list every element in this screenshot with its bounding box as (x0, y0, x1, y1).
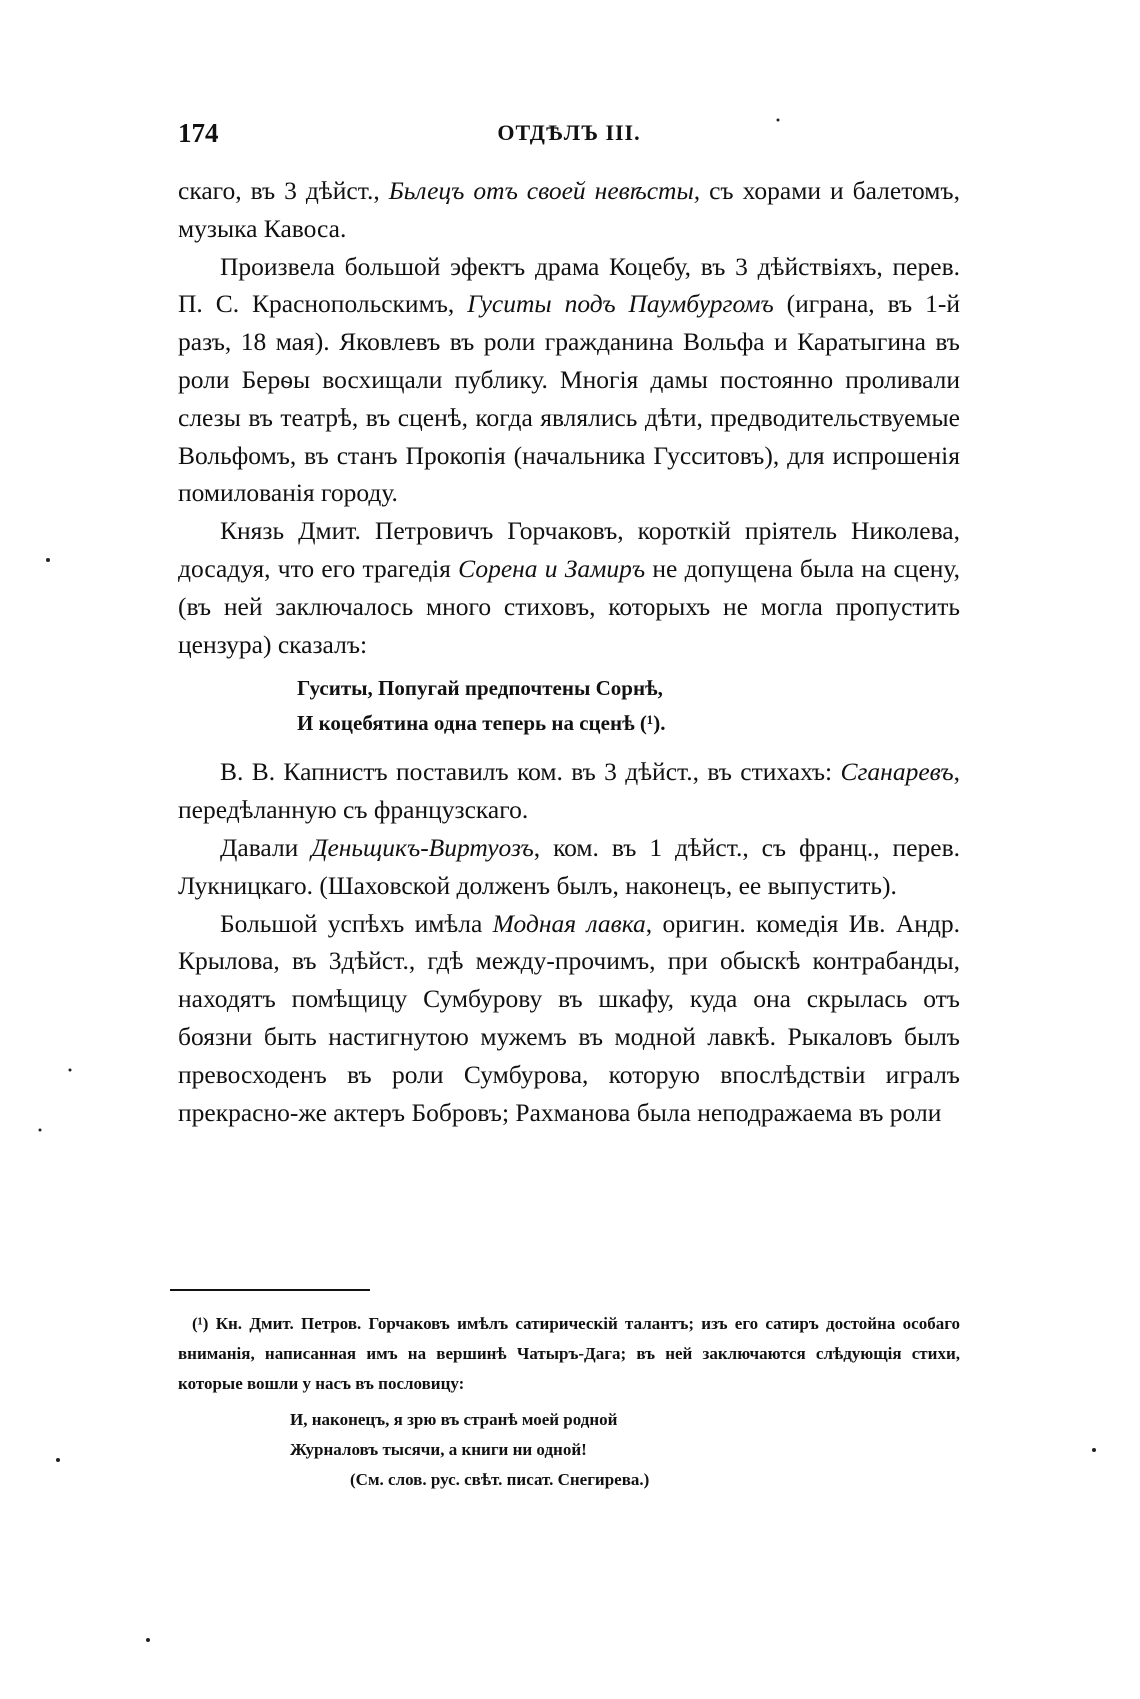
paragraph-5 (178, 829, 960, 905)
text-run: , ком. въ 1 дѣйст., съ франц., перев. Лукницкаго. (Шаховской долженъ былъ, наконецъ, ее выпустить). (178, 832, 960, 900)
paragraph-1 (178, 172, 960, 248)
text-run: Давали (220, 832, 312, 862)
running-head: ОТДѢЛЪ III. (497, 120, 641, 145)
paragraph-6 (178, 905, 960, 1132)
epigram-verse (178, 671, 960, 741)
text-run: Произвела большой эфектъ драма Коцебу, въ 3 дѣйствіяхъ, перев. П. С. Краснопольскимъ, (178, 251, 960, 319)
speck (1092, 1448, 1096, 1452)
play-title: Сорена и Замиръ (458, 553, 646, 583)
footnote-verse (178, 1405, 960, 1465)
footnote-text: (¹) Кн. Дмит. Петров. Горчаковъ имѣлъ сатирическій талантъ; изъ его сатиръ достойна особаго вниманія, написанная имъ на вершинѣ Чатыръ-Дага; въ ней заключаются слѣдующія стихи, которые вошли у насъ въ пословицу: (178, 1314, 960, 1393)
speck (46, 558, 50, 562)
paragraph-4 (178, 753, 960, 829)
text-run: , передѣланную съ французскаго. (178, 757, 960, 825)
text-run: скаго, въ 3 дѣйст., (178, 176, 389, 205)
speck (39, 1129, 42, 1132)
paragraph-2 (178, 248, 960, 513)
speck (56, 1458, 60, 1462)
verse-line: И, наконецъ, я зрю въ странѣ моей родной (290, 1410, 618, 1429)
main-text (178, 172, 960, 1131)
footnote (178, 1309, 960, 1495)
footnote-source: (См. слов. рус. свѣт. писат. Снегирева.) (350, 1470, 650, 1489)
page-number: 174 (178, 118, 219, 148)
verse-line: Журналовъ тысячи, а книги ни одной! (290, 1440, 587, 1459)
play-title: Деньщикъ-Виртуозъ (311, 832, 534, 862)
paragraph-3 (178, 512, 960, 663)
play-title: Бьлецъ отъ своей невѣсты, (388, 176, 701, 205)
text-run: не допущена была на сцену, (въ ней заключалось много стиховъ, которыхъ не могла пропустить цензура) сказалъ: (178, 553, 960, 659)
text-run: , оригин. комедія Ив. Андр. Крылова, въ 3дѣйст., гдѣ между-прочимъ, при обыскѣ контрабанды, находятъ помѣщицу Сумбурову въ шкафу, куда она скрылась отъ боязни быть настигнутою мужемъ въ модной лавкѣ. Рыкаловъ былъ превосходенъ въ роли Сумбурова, которую впослѣдствіи игралъ прекрасно-же актеръ Бобровъ; Рахманова была неподражаема въ роли (178, 908, 960, 1127)
page-header (178, 118, 960, 158)
text-run: Большой успѣхъ имѣла (220, 908, 493, 938)
speck (69, 1069, 72, 1072)
play-title: Сганаревъ (840, 757, 954, 787)
speck (146, 1638, 150, 1642)
verse-line: И коцебятина одна теперь на сценѣ (¹). (297, 711, 666, 736)
text-run: Князь Дмит. Петровичъ Горчаковъ, короткій пріятель Николева, досадуя, что его трагедія (178, 516, 960, 583)
play-title: Гуситы подъ Паумбургомъ (467, 289, 774, 319)
play-title: Модная лавка (492, 908, 646, 938)
text-run: В. В. Капнистъ поставилъ ком. въ 3 дѣйст., въ стихахъ: (220, 757, 841, 787)
text-run: (играна, въ 1-й разъ, 18 мая). Яковлевъ въ роли гражданина Вольфа и Каратыгина въ роли Берѳы восхищали публику. Многія дамы постоянно проливали слезы въ театрѣ, въ сценѣ, когда являлись дѣти, предводительствуемые Вольфомъ, въ станъ Прокопія (начальника Гусситовъ), для испрошенія помилованія городу. (178, 289, 961, 508)
text-run: съ хорами и балетомъ, музыка Кавоса. (178, 176, 960, 243)
verse-line: Гуситы, Попугай предпочтены Сорнѣ, (297, 676, 663, 701)
footnote-divider (170, 1289, 370, 1291)
